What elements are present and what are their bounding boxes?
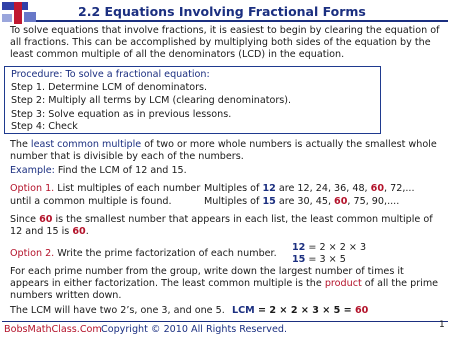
lcm-label: LCM [232,305,255,316]
m12-list: are 12, 24, 36, 48, [275,183,371,194]
example-label: Example: [10,165,55,176]
factorization-12 [292,242,366,254]
m12-post: , 72,... [384,183,415,194]
lcm-definition [10,139,440,163]
procedure-heading: Procedure: To solve a fractional equation: [11,69,210,80]
example-text: Find the LCM of 12 and 15. [57,165,187,176]
procedure-step-4: Step 4: Check [11,121,78,132]
option1-label: Option 1. [10,183,55,194]
result-text: The LCM will have two 2’s, one 3, and one 5. [10,305,225,316]
definition-pre: The [10,139,31,150]
f12-number: 12 [292,242,306,253]
since-lcm: 60 [72,226,86,238]
m15-list: are 30, 45, [275,196,335,207]
since-paragraph [10,214,438,238]
prime-rule-post: of all the prime numbers written down. [10,278,439,302]
lcm-expression: = 2 × 2 × 3 × 5 = [254,305,355,316]
multiples-of-12 [204,183,415,195]
bobsmathclass-logo [2,2,36,24]
since-end: . [85,226,89,238]
m15-common: 60 [334,196,348,207]
since-pre: Since [10,214,40,225]
option2-line [10,248,277,260]
intro-paragraph: To solve equations that involve fractions, it is easiest to begin by clearing the equation of all fractions. This can be accomplished by multiplying both sides of the equation by the least common multiple of all the denominators (LCD) in the equation. [10,25,440,61]
m15-post: , 75, 90,.... [347,196,400,207]
footer-site-link[interactable]: BobsMathClass.Com [4,324,102,335]
prime-rule-term: product [324,278,362,290]
f12-product: = 2 × 2 × 3 [305,242,367,253]
prime-rule-pre: For each prime number from the group, write down the largest number of times it appears in either factorization. The least common multiple is the [10,266,404,290]
footer-copyright: Copyright © 2010 All Rights Reserved. [101,324,287,335]
page-title: 2.2 Equations Involving Fractional Forms [78,4,366,19]
procedure-step-3: Step 3: Solve equation as in previous lessons. [11,109,232,120]
option1-line1 [10,183,200,195]
since-text: is the smallest number that appears in each list, the least common multiple of 12 and 15 is [10,214,433,238]
m15-number: 15 [262,196,276,207]
example-line [10,165,187,177]
option1-text-2: until a common multiple is found. [10,196,172,207]
m12-common: 60 [370,183,385,194]
procedure-step-1: Step 1. Determine LCM of denominators. [11,82,208,93]
procedure-box [4,66,381,134]
multiples-of-15 [204,196,399,208]
f15-number: 15 [292,254,306,265]
title-divider [36,20,448,22]
lcm-value: 60 [355,305,369,316]
option2-label: Option 2. [10,248,55,259]
lcm-result [232,305,368,317]
procedure-step-2: Step 2: Multiply all terms by LCM (clearing denominators). [11,95,292,106]
page-number: 1 [439,320,445,330]
f15-product: = 3 × 5 [305,254,346,265]
prime-rule-paragraph [10,266,442,303]
option1-text-1: List multiples of each number [57,183,201,194]
definition-post: of two or more whole numbers is actually the smallest whole number that is divisible by each of the numbers. [10,139,437,163]
m12-number: 12 [262,183,276,194]
since-number: 60 [39,214,53,225]
m12-pre: Multiples of [204,183,263,194]
footer-divider [2,321,448,322]
m15-pre: Multiples of [204,196,263,207]
definition-term: least common multiple [30,139,142,150]
option2-text: Write the prime factorization of each number. [57,248,277,259]
factorization-15 [292,254,346,266]
